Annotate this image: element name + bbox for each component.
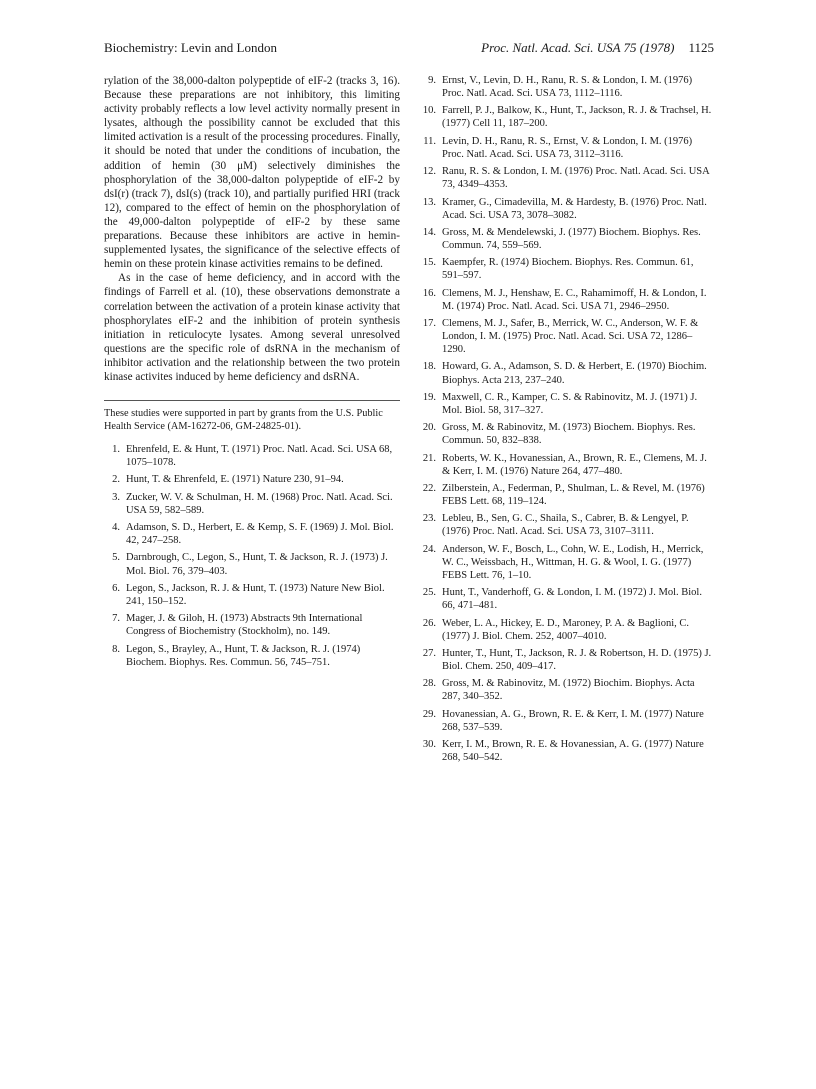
- reference-number: 25.: [422, 587, 436, 599]
- reference-item: [104, 612, 400, 638]
- reference-item: [420, 135, 715, 161]
- reference-item: [104, 551, 400, 577]
- page-number: 1125: [688, 40, 714, 55]
- reference-number: 3.: [112, 491, 120, 503]
- reference-text: Kerr, I. M., Brown, R. E. & Hovanessian, A. G. (1977) Nature 268, 540–542.: [442, 739, 704, 764]
- reference-number: 23.: [422, 513, 436, 525]
- reference-number: 2.: [112, 474, 120, 486]
- body-paragraph: As in the case of heme deficiency, and in accord with the findings of Farrell et al. (10), these observations demonstrate a correlation between the activation of a protein kinase activity that phosphorylates eIF-2 and the inhibition of protein synthesis initiation in reticulocyte lysates. Among several unresolved questions are the specific role of dsRNA in the mechanism of inhibitor activation and the relationship between the two protein kinase activites induced by heme deficiency and dsRNA.: [104, 272, 400, 383]
- reference-text: Gross, M. & Rabinovitz, M. (1973) Biochem. Biophys. Res. Commun. 50, 832–838.: [442, 422, 696, 447]
- reference-item: [420, 165, 715, 191]
- reference-item: [420, 677, 715, 703]
- reference-number: 6.: [112, 582, 120, 594]
- reference-item: [104, 473, 400, 486]
- reference-list-left: [104, 443, 400, 669]
- reference-number: 4.: [112, 522, 120, 534]
- reference-number: 19.: [422, 391, 436, 403]
- reference-text: Gross, M. & Mendelewski, J. (1977) Biochem. Biophys. Res. Commun. 74, 559–569.: [442, 226, 701, 251]
- reference-number: 9.: [428, 75, 436, 86]
- reference-item: [104, 582, 400, 608]
- reference-text: Clemens, M. J., Henshaw, E. C., Rahamimoff, H. & London, I. M. (1974) Proc. Natl. Acad. Sci. USA 71, 2946–2950.: [442, 287, 707, 312]
- reference-item: [420, 543, 715, 582]
- reference-text: Hunt, T., Vanderhoff, G. & London, I. M. (1972) J. Mol. Biol. 66, 471–481.: [442, 587, 702, 612]
- reference-item: [420, 360, 715, 386]
- reference-item: [420, 738, 715, 764]
- reference-text: Ranu, R. S. & London, I. M. (1976) Proc. Natl. Acad. Sci. USA 73, 4349–4353.: [442, 166, 710, 191]
- reference-number: 17.: [422, 318, 436, 329]
- reference-item: [420, 708, 715, 734]
- reference-item: [420, 482, 715, 508]
- reference-text: Ernst, V., Levin, D. H., Ranu, R. S. & London, I. M. (1976) Proc. Natl. Acad. Sci. USA 73, 1112–1116.: [442, 75, 693, 100]
- reference-item: [420, 512, 715, 538]
- reference-item: [420, 287, 715, 313]
- reference-item: [420, 226, 715, 252]
- reference-number: 12.: [422, 166, 436, 178]
- reference-item: [420, 196, 715, 222]
- reference-text: Adamson, S. D., Herbert, E. & Kemp, S. F. (1969) J. Mol. Biol. 42, 247–258.: [126, 522, 394, 547]
- running-header: [104, 40, 714, 60]
- reference-item: [420, 421, 715, 447]
- reference-item: [420, 317, 715, 356]
- reference-text: Roberts, W. K., Hovanessian, A., Brown, R. E., Clemens, M. J. & Kerr, I. M. (1976) Nature 264, 477–480.: [442, 452, 707, 477]
- reference-text: Legon, S., Jackson, R. J. & Hunt, T. (1973) Nature New Biol. 241, 150–152.: [126, 582, 385, 607]
- reference-number: 14.: [422, 226, 436, 238]
- reference-item: [104, 443, 400, 469]
- reference-text: Gross, M. & Rabinovitz, M. (1972) Biochim. Biophys. Acta 287, 340–352.: [442, 678, 695, 703]
- reference-number: 5.: [112, 552, 120, 564]
- reference-item: [420, 104, 715, 130]
- reference-item: [104, 521, 400, 547]
- reference-text: Kramer, G., Cimadevilla, M. & Hardesty, B. (1976) Proc. Natl. Acad. Sci. USA 73, 3078–3082.: [442, 196, 707, 221]
- reference-text: Legon, S., Brayley, A., Hunt, T. & Jackson, R. J. (1974) Biochem. Biophys. Res. Commun. 56, 745–751.: [126, 643, 361, 668]
- reference-text: Weber, L. A., Hickey, E. D., Maroney, P. A. & Baglioni, C. (1977) J. Biol. Chem. 252, 4007–4010.: [442, 617, 690, 642]
- reference-number: 8.: [112, 643, 120, 655]
- reference-number: 1.: [112, 444, 120, 456]
- reference-number: 13.: [422, 196, 436, 208]
- reference-number: 15.: [422, 257, 436, 269]
- reference-number: 30.: [422, 739, 436, 751]
- journal-citation: Proc. Natl. Acad. Sci. USA 75 (1978): [481, 40, 675, 55]
- reference-text: Maxwell, C. R., Kamper, C. S. & Rabinovitz, M. J. (1971) J. Mol. Biol. 58, 317–327.: [442, 391, 698, 416]
- reference-number: 20.: [422, 422, 436, 434]
- reference-number: 11.: [423, 135, 436, 147]
- reference-number: 28.: [422, 678, 436, 690]
- reference-text: Zucker, W. V. & Schulman, H. M. (1968) Proc. Natl. Acad. Sci. USA 59, 582–589.: [126, 491, 393, 516]
- reference-number: 24.: [422, 543, 436, 555]
- reference-text: Levin, D. H., Ranu, R. S., Ernst, V. & London, I. M. (1976) Proc. Natl. Acad. Sci. USA 73, 3112–3116.: [442, 135, 693, 160]
- reference-item: [104, 491, 400, 517]
- reference-text: Hunter, T., Hunt, T., Jackson, R. J. & Robertson, H. D. (1975) J. Biol. Chem. 250, 409–417.: [442, 647, 712, 673]
- reference-number: 18.: [422, 361, 436, 373]
- reference-item: [420, 391, 715, 417]
- reference-list-right: [420, 74, 715, 764]
- reference-number: 7.: [112, 613, 120, 625]
- reference-item: [420, 256, 715, 282]
- reference-text: Hunt, T. & Ehrenfeld, E. (1971) Nature 230, 91–94.: [126, 474, 344, 486]
- running-head-journal: [481, 40, 714, 56]
- reference-text: Howard, G. A., Adamson, S. D. & Herbert, E. (1970) Biochim. Biophys. Acta 213, 237–240.: [442, 361, 707, 386]
- reference-text: Mager, J. & Giloh, H. (1973) Abstracts 9th International Congress of Biochemistry (Stockholm), no. 149.: [126, 613, 363, 638]
- reference-number: 21.: [422, 452, 436, 464]
- reference-text: Darnbrough, C., Legon, S., Hunt, T. & Jackson, R. J. (1973) J. Mol. Biol. 76, 379–403.: [126, 552, 388, 577]
- reference-number: 10.: [422, 105, 436, 117]
- reference-number: 27.: [422, 647, 436, 659]
- left-column: [104, 74, 400, 673]
- reference-text: Lebleu, B., Sen, G. C., Shaila, S., Cabrer, B. & Lengyel, P. (1976) Proc. Natl. Acad. Sci. USA 73, 3107–3111.: [442, 513, 689, 538]
- acknowledgment: These studies were supported in part by grants from the U.S. Public Health Service (AM-16272-06, GM-24825-01).: [104, 400, 400, 433]
- reference-item: [104, 643, 400, 669]
- right-column: [420, 74, 715, 768]
- reference-text: Zilberstein, A., Federman, P., Shulman, L. & Revel, M. (1976) FEBS Lett. 68, 119–124.: [442, 482, 705, 508]
- reference-text: Kaempfer, R. (1974) Biochem. Biophys. Res. Commun. 61, 591–597.: [442, 257, 694, 282]
- reference-text: Clemens, M. J., Safer, B., Merrick, W. C., Anderson, W. F. & London, I. M. (1975) Proc. Natl. Acad. Sci. USA 72, 1286–1290.: [442, 318, 699, 356]
- reference-item: [420, 586, 715, 612]
- reference-text: Anderson, W. F., Bosch, L., Cohn, W. E., Lodish, H., Merrick, W. C., Weissbach, H., Wittman, H. G. & Wool, I. G. (1977) FEBS Lett. 76, 1–10.: [442, 543, 704, 581]
- reference-item: [420, 647, 715, 673]
- reference-number: 29.: [422, 708, 436, 720]
- reference-number: 16.: [422, 287, 436, 299]
- reference-text: Farrell, P. J., Balkow, K., Hunt, T., Jackson, R. J. & Trachsel, H. (1977) Cell 11, 187–200.: [442, 105, 712, 130]
- reference-number: 26.: [422, 617, 436, 629]
- reference-text: Hovanessian, A. G., Brown, R. E. & Kerr, I. M. (1977) Nature 268, 537–539.: [442, 708, 704, 733]
- body-paragraph: rylation of the 38,000-dalton polypeptide of eIF-2 (tracks 3, 16). Because these preparations are not inhibitory, this limiting activity probably reflects a low level activity normally present in lysates, although the possibility cannot be excluded that this limited activation is a result of the processing procedures. Finally, it should be noted that under the conditions of incubation, the addition of hemin (30 μM) selectively diminishes the phosphorylation of the 38,000-dalton polypeptide of eIF-2 by dsI(r) (track 7), dsI(s) (track 10), and partially purified HRI (track 12), compared to the effect of hemin on the phosphorylation of the 49,000-dalton polypeptide of eIF-2 by these same preparations. Because these inhibitors are active in hemin-supplemented lysates, the significance of the selective effects of hemin on these protein kinase activities remains to be defined.: [104, 75, 400, 271]
- reference-item: [420, 74, 715, 100]
- reference-number: 22.: [422, 482, 436, 494]
- reference-item: [420, 617, 715, 643]
- reference-item: [420, 452, 715, 478]
- reference-text: Ehrenfeld, E. & Hunt, T. (1971) Proc. Natl. Acad. Sci. USA 68, 1075–1078.: [126, 444, 393, 469]
- running-head-authors: Biochemistry: Levin and London: [104, 40, 277, 55]
